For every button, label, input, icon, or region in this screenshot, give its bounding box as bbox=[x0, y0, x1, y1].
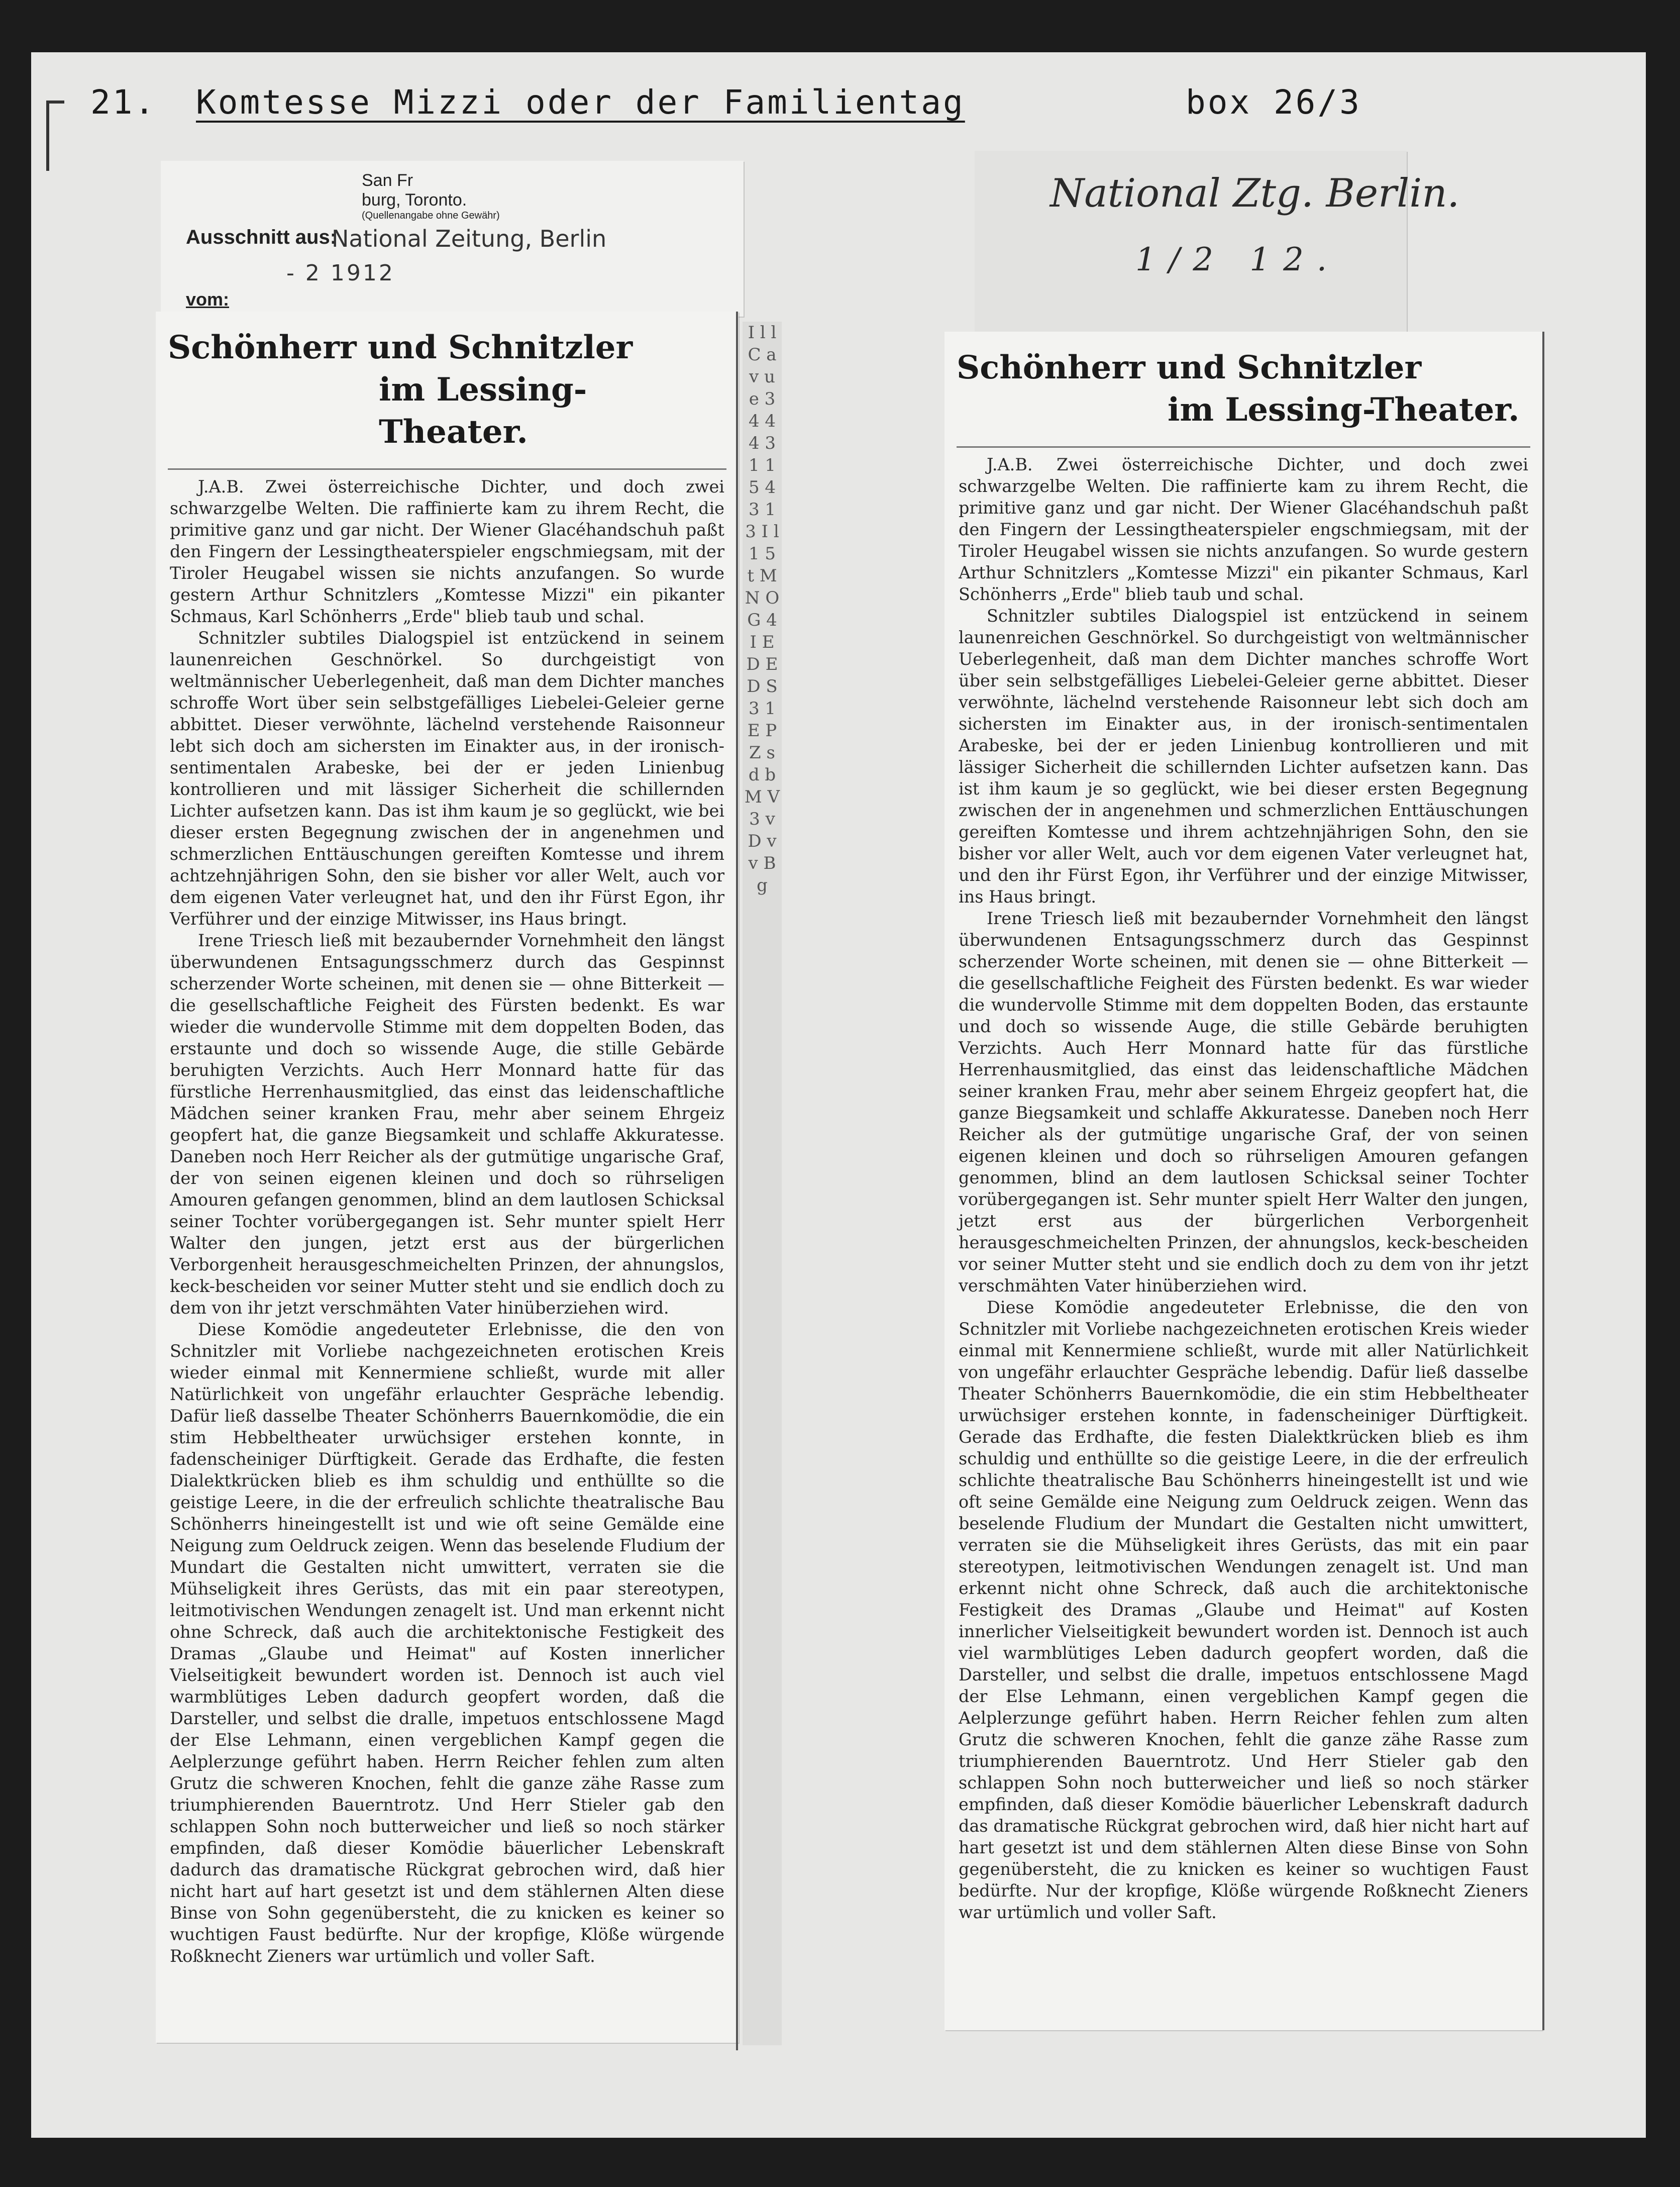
work-title: Komtesse Mizzi oder der Familientag bbox=[196, 83, 965, 122]
source-note: (Quellenangabe ohne Gewähr) bbox=[362, 210, 500, 222]
item-number: 21. bbox=[90, 83, 157, 122]
adjacent-column-strip: I l l C a v u e 3 4 4 4 3 1 1 5 4 3 1 3 I l 1 5 t M N O G 4 I E D E D S 3 1 E P Z s d b M V 3 v D v v B g bbox=[743, 322, 782, 2045]
article-title-line: im Lessing-Theater. bbox=[1168, 391, 1520, 429]
article-paragraph: Schnitzler subtiles Dialogspiel ist entzückend in seinem launenreichen Geschnörkel. So durchgeistigt von weltmännischer Ueberlegenheit, daß man dem Dichter manches schroffe Wort über sein selbstgefälliges Liebelei-Geleier gerne abbittet. Dieser verwöhnte, lächelnd verstehende Raisonneur lebt sich doch am sichersten im Einakter aus, in der ironisch-sentimentalen Arabeske, bei der er jeden Linienbug kontrollieren und mit lässiger Sicherheit die schillernden Lichter aufsetzen kann. Das ist ihm kaum je so geglückt, wie bei dieser ersten Begegnung zwischen der in angenehmen und schmerzlichen Enttäuschungen gereiften Komtesse und ihrem achtzehnjährigen Sohn, den sie bisher vor aller Welt, auch vor dem eigenen Vater verleugnet hat, und den ihr Fürst Egon, ihr Verführer und der einzige Mitwisser, ins Haus bringt. bbox=[170, 628, 724, 929]
clipping-label-slip bbox=[161, 161, 744, 317]
handwritten-source: National Ztg. Berlin. bbox=[1050, 171, 1460, 216]
clipping-edge bbox=[736, 312, 738, 2050]
article-title bbox=[957, 347, 1530, 431]
clipping-edge bbox=[1542, 332, 1544, 2030]
newspaper-stamp: National Zeitung, Berlin bbox=[332, 225, 607, 252]
vom-label: vom: bbox=[186, 289, 230, 310]
article-paragraph: Diese Komödie angedeuteter Erlebnisse, die den von Schnitzler mit Vorliebe nachgezeichneten erotischen Kreis wieder einmal mit Kennermiene schließt, wurde mit aller Natürlichkeit von ungefähr erlauchter Gespräche lebendig. Dafür ließ dasselbe Theater Schönherrs Bauernkomödie, die ein stim Hebbeltheater urwüchsiger erstehen konnte, in fadenscheiniger Dürftigkeit. Gerade das Erdhafte, die festen Dialektkrücken blieb es ihm schuldig und enthüllte so die geistige Leere, in die der erfreulich schlichte theatralische Bau Schönherrs hineingestellt ist und wie oft seine Gemälde eine Neigung zum Oeldruck zeigen. Wenn das beselende Fludium der Mundart die Gestalten nicht umwittert, verraten sie die Mühseligkeit ihres Gerüsts, das mit ein paar stereotypen, leitmotivischen Wendungen zenagelt ist. Und man erkennt nicht ohne Schreck, daß auch die architektonische Festigkeit des Dramas „Glaube und Heimat" auf Kosten innerlicher Vielseitigkeit bewundert worden ist. Dennoch ist auch viel warmblütiges Leben dadurch geopfert worden, daß die Darsteller, und selbst die dralle, impetuos entschlossene Magd der Else Lehmann, einen vergeblichen Kampf gegen die Aelplerzunge geführt haben. Herrn Reicher fehlen zum alten Grutz die schweren Knochen, fehlt die ganze zähe Rasse zum triumphierenden Bauerntrotz. Und Herr Stieler gab den schlappen Sohn noch butterweicher und ließ so noch stärker empfinden, daß dieser Komödie bäuerlicher Lebenskraft dadurch das dramatische Rückgrat gebrochen wird, daß hier nicht hart auf hart gesetzt ist und dem stählernen Alten diese Binse von Sohn gegenübersteht, die zu knicken es keiner so wuchtigen Faust bedürfte. Nur der kropfige, Klöße würgende Roßknecht Zieners war urtümlich und voller Saft. bbox=[170, 1320, 724, 1966]
handwritten-note bbox=[975, 151, 1460, 332]
clipping-service-address bbox=[362, 171, 500, 222]
date-stamp: - 2 1912 bbox=[286, 260, 395, 286]
article-paragraph: Irene Triesch ließ mit bezaubernder Vornehmheit den längst überwundenen Entsagungsschmerz durch das Gespinnst scherzender Worte scheinen, mit denen sie — ohne Bitterkeit — die gesellschaftliche Feigheit des Fürsten bedenkt. Es war wieder die wundervolle Stimme mit dem doppelten Boden, das erstaunte und doch so wissende Auge, die stille Gebärde beruhigten Verzichts. Auch Herr Monnard hatte für das fürstliche Herrenhausmitglied, das einst das leidenschaftliche Mädchen seiner kranken Frau, mehr aber seinem Ehrgeiz geopfert hat, die ganze Biegsamkeit und schlaffe Akkuratesse. Daneben noch Herr Reicher als der gutmütige ungarische Graf, der von seinen eigenen kleinen und doch so rührseligen Amouren gefangen genommen, blind an dem lautlosen Schicksal seiner Tochter vorübergegangen ist. Sehr munter spielt Herr Walter den jungen, jetzt erst aus der bürgerlichen Verborgenheit herausgeschmeichelten Prinzen, der ahnungslos, keck-bescheiden vor seiner Mutter steht und sie endlich doch zu dem von ihr jetzt verschmähten Vater hinüberziehen wird. bbox=[959, 909, 1528, 1296]
source-line: burg, Toronto. bbox=[362, 190, 467, 210]
article-clipping-left bbox=[156, 312, 739, 2043]
article-paragraph: Diese Komödie angedeuteter Erlebnisse, die den von Schnitzler mit Vorliebe nachgezeichneten erotischen Kreis wieder einmal mit Kennermiene schließt, wurde mit aller Natürlichkeit von ungefähr erlauchter Gespräche lebendig. Dafür ließ dasselbe Theater Schönherrs Bauernkomödie, die ein stim Hebbeltheater urwüchsiger erstehen konnte, in fadenscheiniger Dürftigkeit. Gerade das Erdhafte, die festen Dialektkrücken blieb es ihm schuldig und enthüllte so die geistige Leere, in die der erfreulich schlichte theatralische Bau Schönherrs hineingestellt ist und wie oft seine Gemälde eine Neigung zum Oeldruck zeigen. Wenn das beselende Fludium der Mundart die Gestalten nicht umwittert, verraten sie die Mühseligkeit ihres Gerüsts, das mit ein paar stereotypen, leitmotivischen Wendungen zenagelt ist. Und man erkennt nicht ohne Schreck, daß auch die architektonische Festigkeit des Dramas „Glaube und Heimat" auf Kosten innerlicher Vielseitigkeit bewundert worden ist. Dennoch ist auch viel warmblütiges Leben dadurch geopfert worden, daß die Darsteller, und selbst die dralle, impetuos entschlossene Magd der Else Lehmann, einen vergeblichen Kampf gegen die Aelplerzunge geführt haben. Herrn Reicher fehlen zum alten Grutz die schweren Knochen, fehlt die ganze zähe Rasse zum triumphierenden Bauerntrotz. Und Herr Stieler gab den schlappen Sohn noch butterweicher und ließ so noch stärker empfinden, daß dieser Komödie bäuerlicher Lebenskraft dadurch das dramatische Rückgrat gebrochen wird, daß hier nicht hart auf hart gesetzt ist und dem stählernen Alten diese Binse von Sohn gegenübersteht, die zu knicken es keiner so wuchtigen Faust bedürfte. Nur der kropfige, Klöße würgende Roßknecht Zieners war urtümlich und voller Saft. bbox=[959, 1298, 1528, 1922]
box-reference: box 26/3 bbox=[1186, 83, 1361, 122]
article-paragraph: Schnitzler subtiles Dialogspiel ist entzückend in seinem launenreichen Geschnörkel. So durchgeistigt von weltmännischer Ueberlegenheit, daß man dem Dichter manches schroffe Wort über sein selbstgefälliges Liebelei-Geleier gerne abbittet. Dieser verwöhnte, lächelnd verstehende Raisonneur lebt sich doch am sichersten im Einakter aus, in der ironisch-sentimentalen Arabeske, bei der er jeden Linienbug kontrollieren und mit lässiger Sicherheit die schillernden Lichter aufsetzen kann. Das ist ihm kaum je so geglückt, wie bei dieser ersten Begegnung zwischen der in angenehmen und schmerzlichen Enttäuschungen gereiften Komtesse und ihrem achtzehnjährigen Sohn, den sie bisher vor aller Welt, auch vor dem eigenen Vater verleugnet hat, und den ihr Fürst Egon, ihr Verführer und der einzige Mitwisser, ins Haus bringt. bbox=[959, 606, 1528, 907]
article-title bbox=[168, 327, 726, 453]
archive-header bbox=[90, 83, 1547, 133]
title-rule bbox=[168, 468, 726, 470]
source-line: San Fr bbox=[362, 171, 413, 190]
article-title-line: im Lessing-Theater. bbox=[379, 371, 587, 451]
article-paragraph: J.A.B. Zwei österreichische Dichter, und doch zwei schwarzgelbe Welten. Die raffinierte kam zu ihrem Recht, die primitive ganz und gar nicht. Der Wiener Glacéhandschuh paßt den Fingern der Lessingtheaterspieler engschmiegsam, mit der Tiroler Heugabel wissen sie nichts anzufangen. So wurde gestern Arthur Schnitzlers „Komtesse Mizzi" ein pikanter Schmaus, Karl Schönherrs „Erde" blieb taub und schal. bbox=[959, 455, 1528, 604]
article-paragraph: J.A.B. Zwei österreichische Dichter, und doch zwei schwarzgelbe Welten. Die raffinierte kam zu ihrem Recht, die primitive ganz und gar nicht. Der Wiener Glacéhandschuh paßt den Fingern der Lessingtheaterspieler engschmiegsam, mit der Tiroler Heugabel wissen sie nichts anzufangen. So wurde gestern Arthur Schnitzlers „Komtesse Mizzi" ein pikanter Schmaus, Karl Schönherrs „Erde" blieb taub und schal. bbox=[170, 477, 724, 626]
article-body bbox=[959, 454, 1528, 1923]
article-paragraph: Irene Triesch ließ mit bezaubernder Vornehmheit den längst überwundenen Entsagungsschmerz durch das Gespinnst scherzender Worte scheinen, mit denen sie — ohne Bitterkeit — die gesellschaftliche Feigheit des Fürsten bedenkt. Es war wieder die wundervolle Stimme mit dem doppelten Boden, das erstaunte und doch so wissende Auge, die stille Gebärde beruhigten Verzichts. Auch Herr Monnard hatte für das fürstliche Herrenhausmitglied, das einst das leidenschaftliche Mädchen seiner kranken Frau, mehr aber seinem Ehrgeiz geopfert hat, die ganze Biegsamkeit und schlaffe Akkuratesse. Daneben noch Herr Reicher als der gutmütige ungarische Graf, der von seinen eigenen kleinen und doch so rührseligen Amouren gefangen genommen, blind an dem lautlosen Schicksal seiner Tochter vorübergegangen ist. Sehr munter spielt Herr Walter den jungen, jetzt erst aus der bürgerlichen Verborgenheit herausgeschmeichelten Prinzen, der ahnungslos, keck-bescheiden vor seiner Mutter steht und sie endlich doch zu dem von ihr jetzt verschmähten Vater hinüberziehen wird. bbox=[170, 931, 724, 1318]
title-rule bbox=[957, 446, 1530, 448]
corner-mark bbox=[46, 101, 49, 171]
handwritten-date: 1/2 12. bbox=[1135, 241, 1340, 278]
article-clipping-right bbox=[944, 332, 1542, 2030]
article-body bbox=[170, 476, 724, 1967]
corner-mark bbox=[46, 101, 64, 104]
ausschnitt-label: Ausschnitt aus: bbox=[186, 226, 337, 248]
article-title-line: Schönherr und Schnitzler bbox=[957, 349, 1422, 386]
article-title-line: Schönherr und Schnitzler bbox=[168, 329, 633, 366]
